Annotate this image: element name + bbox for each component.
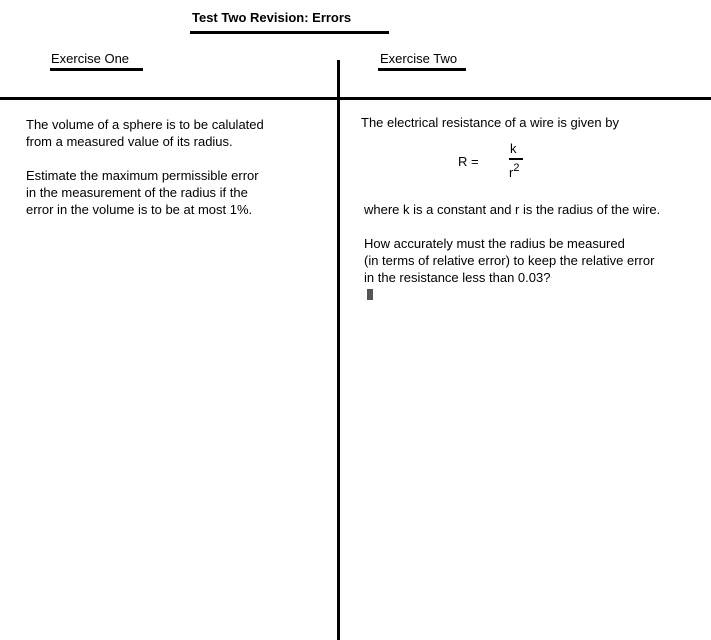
text-line: The volume of a sphere is to be calulated (26, 117, 264, 132)
title-underline (190, 31, 389, 34)
header-divider (0, 97, 711, 100)
formula-lhs: R = (458, 154, 479, 169)
formula-numerator: k (510, 141, 517, 156)
text-line: Estimate the maximum permissible error (26, 168, 259, 183)
formula-exponent: 2 (513, 162, 520, 174)
formula-denominator (509, 164, 519, 183)
exercise-two-intro[interactable]: The electrical resistance of a wire is given by (361, 115, 619, 130)
exercise-two-where-clause[interactable]: where k is a constant and r is the radius of the wire. (364, 202, 661, 217)
text-line-last (364, 269, 654, 303)
exercise-two-heading: Exercise Two (380, 51, 458, 66)
text-line: in the measurement of the radius if the (26, 185, 248, 200)
exercise-two-underline (378, 68, 466, 71)
exercise-one-heading: Exercise One (51, 51, 130, 66)
formula-denominator-base: r (509, 165, 514, 180)
exercise-one-paragraph-1[interactable] (26, 116, 264, 150)
text-line: from a measured value of its radius. (26, 134, 233, 149)
fraction-bar (509, 158, 523, 160)
text-cursor (367, 289, 373, 300)
text-line: in the resistance less than 0.03? (364, 270, 551, 285)
exercise-one-underline (50, 68, 143, 71)
page-title: Test Two Revision: Errors (192, 10, 352, 25)
column-divider (337, 60, 340, 640)
text-line: How accurately must the radius be measured (364, 236, 625, 251)
text-line: error in the volume is to be at most 1%. (26, 202, 253, 217)
text-line: (in terms of relative error) to keep the relative error (364, 253, 655, 268)
resistance-formula (458, 140, 538, 186)
exercise-one-paragraph-2[interactable] (26, 167, 259, 218)
exercise-two-question[interactable] (364, 235, 654, 303)
